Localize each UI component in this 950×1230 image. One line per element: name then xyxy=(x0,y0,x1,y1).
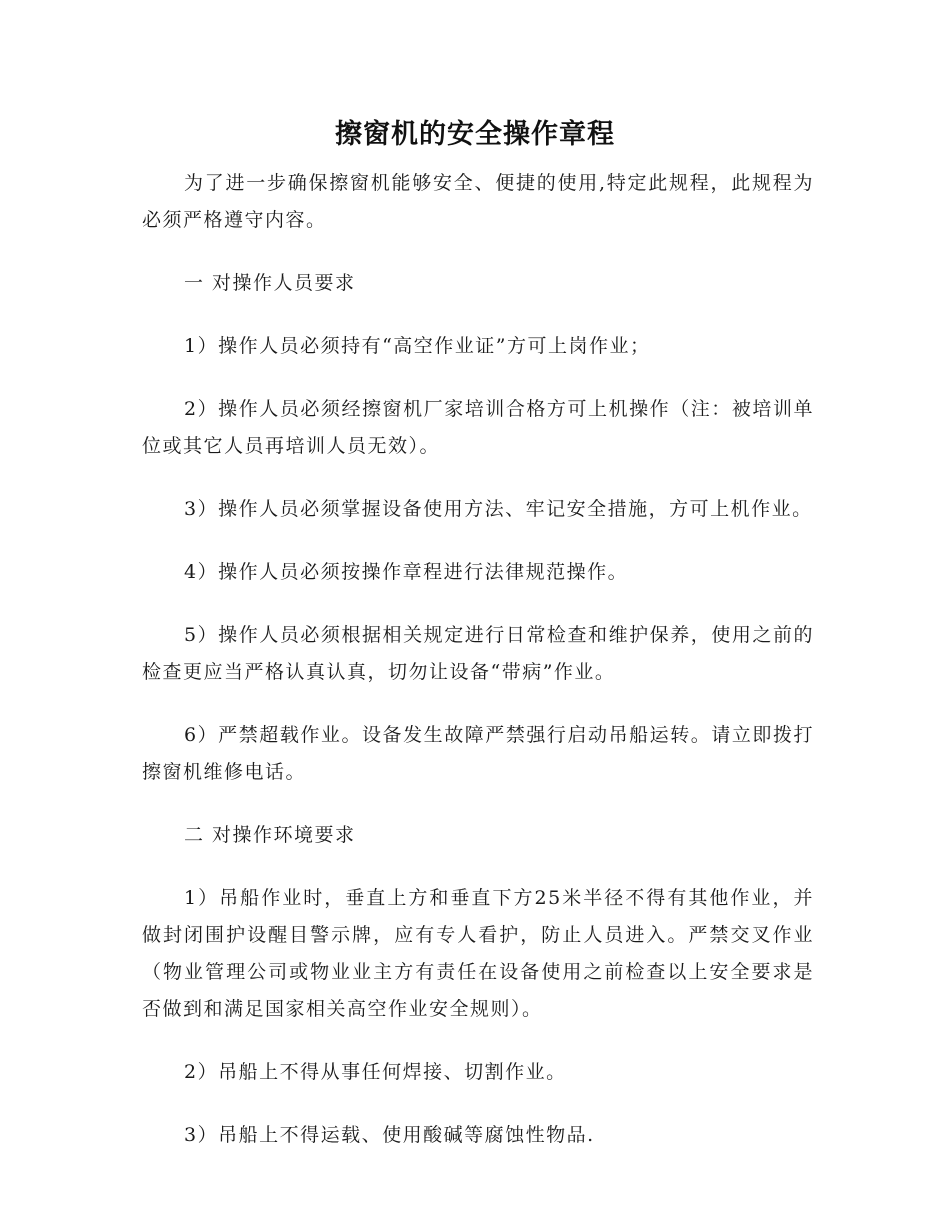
list-item: 5）操作人员必须根据相关规定进行日常检查和维护保养，使用之前的检查更应当严格认真认真，切勿让设备“带病”作业。 xyxy=(142,624,814,683)
intro-paragraph: 为了进一步确保擦窗机能够安全、便捷的使用,特定此规程，此规程为必须严格遵守内容。 xyxy=(142,172,814,231)
list-item: 6）严禁超载作业。设备发生故障严禁强行启动吊船运转。请立即拨打擦窗机维修电话。 xyxy=(142,724,814,783)
list-item: 2）操作人员必须经擦窗机厂家培训合格方可上机操作（注：被培训单位或其它人员再培训人员无效）。 xyxy=(142,398,814,457)
section-heading-operators: 一 对操作人员要求 xyxy=(184,272,356,294)
section-heading-environment: 二 对操作环境要求 xyxy=(184,824,356,846)
list-item: 3）吊船上不得运载、使用酸碱等腐蚀性物品. xyxy=(184,1124,595,1146)
list-item: 1）吊船作业时，垂直上方和垂直下方25米半径不得有其他作业，并做封闭围护设醒目警示牌，应有专人看护，防止人员进入。严禁交叉作业（物业管理公司或物业业主方有责任在设备使用之前检查以上安全要求是否做到和满足国家相关高空作业安全规则）。 xyxy=(142,887,814,1020)
list-item: 4）操作人员必须按操作章程进行法律规范操作。 xyxy=(184,561,629,583)
document-body xyxy=(142,165,814,1180)
list-item: 3）操作人员必须掌握设备使用方法、牢记安全措施，方可上机作业。 xyxy=(184,498,813,520)
list-item: 1）操作人员必须持有“高空作业证”方可上岗作业； xyxy=(184,335,651,357)
list-item: 2）吊船上不得从事任何焊接、切割作业。 xyxy=(184,1061,567,1083)
document-title: 擦窗机的安全操作章程 xyxy=(335,119,615,150)
